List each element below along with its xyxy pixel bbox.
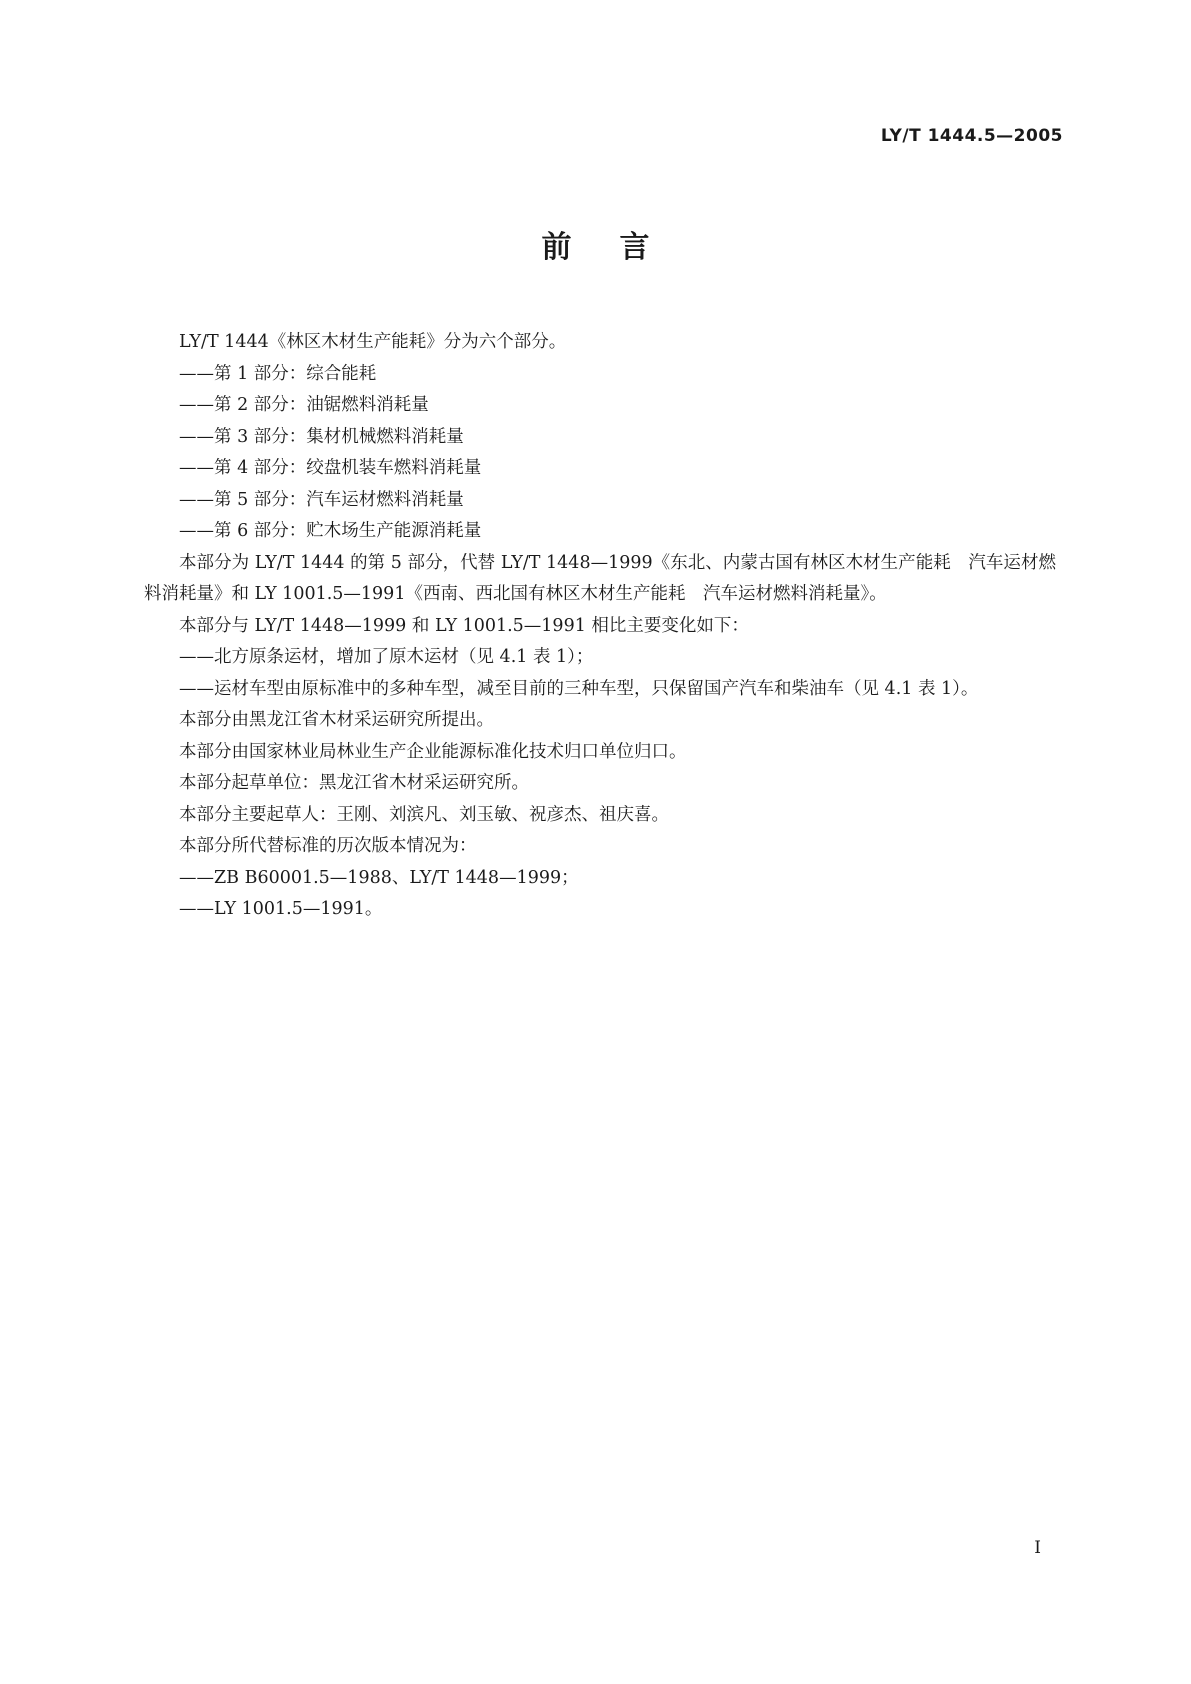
drafters-paragraph: 本部分主要起草人：王刚、刘滨凡、刘玉敏、祝彦杰、祖庆喜。 <box>179 804 669 825</box>
proposer-paragraph: 本部分由黑龙江省木材采运研究所提出。 <box>179 710 494 730</box>
history-list-item: ——ZB B60001.5—1988、LY/T 1448—1999； <box>179 867 579 888</box>
part-list-item: ——第 1 部分：综合能耗 <box>179 363 377 384</box>
part-list-item: ——第 6 部分：贮木场生产能源消耗量 <box>179 521 482 541</box>
page-title: 前言 <box>541 230 698 265</box>
change-list-item: ——北方原条运材，增加了原木运材（见 4.1 表 1）； <box>179 647 594 667</box>
intro-paragraph: LY/T 1444《林区木材生产能耗》分为六个部分。 <box>179 332 567 352</box>
standard-code-header: LY/T 1444.5—2005 <box>880 126 1063 146</box>
part-list-item: ——第 4 部分：绞盘机装车燃料消耗量 <box>179 458 482 478</box>
history-intro-paragraph: 本部分所代替标准的历次版本情况为： <box>179 836 477 856</box>
part-list-item: ——第 3 部分：集材机械燃料消耗量 <box>179 426 464 447</box>
drafting-unit-paragraph: 本部分起草单位：黑龙江省木材采运研究所。 <box>179 773 529 793</box>
page-number: I <box>1034 1538 1041 1558</box>
centralized-unit-paragraph: 本部分由国家林业局林业生产企业能源标准化技术归口单位归口。 <box>179 741 687 762</box>
part-list-item: ——第 5 部分：汽车运材燃料消耗量 <box>179 489 464 510</box>
history-list-item: ——LY 1001.5—1991。 <box>179 899 383 919</box>
part-list-item: ——第 2 部分：油锯燃料消耗量 <box>179 395 429 415</box>
replacement-paragraph: 本部分为 LY/T 1444 的第 5 部分，代替 LY/T 1448—1999《东北、内蒙古国有林区木材生产能耗 汽车运材燃料消耗量》和 LY 1001.5—1991《西南、西北国有林区木材生产能耗 汽车运材燃料消耗量》。 <box>144 552 1056 604</box>
change-list-item: ——运材车型由原标准中的多种车型，减至目前的三种车型，只保留国产汽车和柴油车（见 4.1 表 1）。 <box>179 678 979 699</box>
document-body <box>144 327 1056 926</box>
changes-intro-paragraph: 本部分与 LY/T 1448—1999 和 LY 1001.5—1991 相比主要变化如下： <box>179 615 749 636</box>
